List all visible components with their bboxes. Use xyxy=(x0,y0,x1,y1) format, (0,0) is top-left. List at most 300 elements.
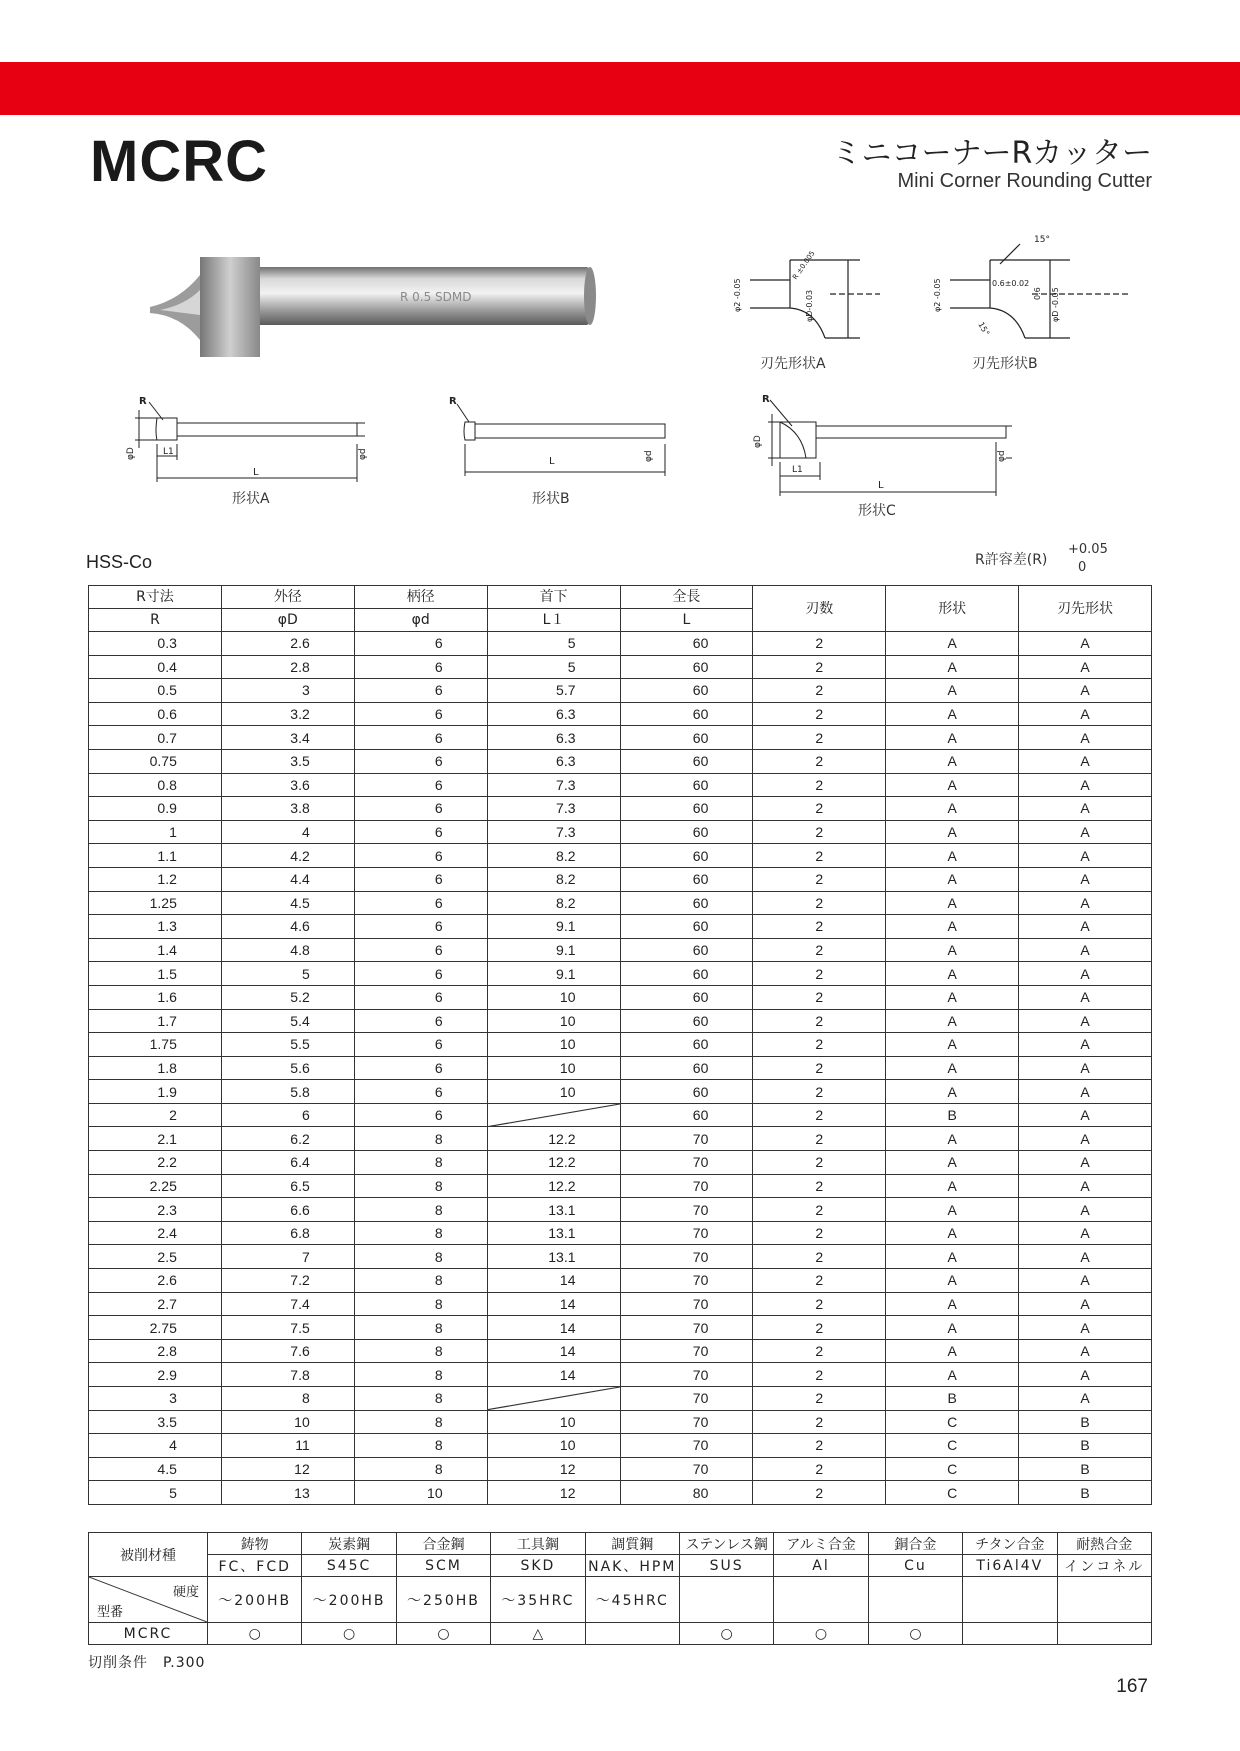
table-cell: A xyxy=(1019,820,1152,844)
table-cell: A xyxy=(1019,1339,1152,1363)
table-cell: 10 xyxy=(487,1009,620,1033)
table-cell: 8 xyxy=(354,1221,487,1245)
table-row xyxy=(89,985,1152,1009)
table-cell: A xyxy=(1019,1056,1152,1080)
table-cell: 8 xyxy=(354,1127,487,1151)
table-cell: 4.4 xyxy=(221,867,354,891)
table-cell: B xyxy=(1019,1434,1152,1458)
table-cell: 2.3 xyxy=(89,1198,222,1222)
suitability-cell: △ xyxy=(491,1623,585,1645)
table-cell: 8.2 xyxy=(487,891,620,915)
tip-shape-a-figure xyxy=(730,250,880,350)
table-cell: 2.8 xyxy=(89,1339,222,1363)
shape-b-caption: 形状B xyxy=(532,491,570,507)
table-cell: 60 xyxy=(620,985,753,1009)
svg-text:0.6: 0.6 xyxy=(1033,287,1042,300)
table-cell: 2 xyxy=(753,1339,886,1363)
table-cell: 5.6 xyxy=(221,1056,354,1080)
table-cell: 60 xyxy=(620,749,753,773)
hardness-cell xyxy=(774,1577,868,1623)
table-cell: 14 xyxy=(487,1363,620,1387)
table-cell: 6 xyxy=(354,844,487,868)
table-cell: 0.4 xyxy=(89,655,222,679)
table-cell: A xyxy=(886,632,1019,656)
table-cell: 1.1 xyxy=(89,844,222,868)
tolerance-upper: +0.05 xyxy=(1068,542,1108,557)
table-cell: 70 xyxy=(620,1410,753,1434)
table-cell: 8 xyxy=(354,1434,487,1458)
table-cell: 9.1 xyxy=(487,915,620,939)
material-cell: 工具鋼 xyxy=(491,1533,585,1555)
header-neck: 首下 xyxy=(487,586,620,609)
table-row xyxy=(89,1387,1152,1411)
table-cell: 1.75 xyxy=(89,1033,222,1057)
table-cell: 2 xyxy=(753,1457,886,1481)
table-cell: 2 xyxy=(753,1127,886,1151)
hardness-cell xyxy=(1057,1577,1151,1623)
spec-table xyxy=(88,585,1152,1505)
table-cell: 3.5 xyxy=(221,749,354,773)
table-cell: A xyxy=(1019,1080,1152,1104)
svg-text:φ2 -0.05: φ2 -0.05 xyxy=(933,278,942,312)
table-row xyxy=(89,1434,1152,1458)
table-cell: 6 xyxy=(354,749,487,773)
table-cell: 13 xyxy=(221,1481,354,1505)
svg-text:L1: L1 xyxy=(163,447,174,457)
table-cell: 4.6 xyxy=(221,915,354,939)
table-cell: A xyxy=(886,1033,1019,1057)
header-tip-shape: 刃先形状 xyxy=(1019,586,1152,632)
table-cell: 2.25 xyxy=(89,1174,222,1198)
table-cell: A xyxy=(1019,1245,1152,1269)
table-cell: 60 xyxy=(620,1103,753,1127)
table-cell: 6 xyxy=(354,867,487,891)
table-cell: 1.9 xyxy=(89,1080,222,1104)
table-cell: 2.4 xyxy=(89,1221,222,1245)
table-cell: 60 xyxy=(620,773,753,797)
table-cell: 6 xyxy=(221,1103,354,1127)
table-cell: 0.7 xyxy=(89,726,222,750)
table-cell: 6 xyxy=(354,962,487,986)
table-row xyxy=(89,1174,1152,1198)
suitability-cell: ○ xyxy=(774,1623,868,1645)
table-cell: A xyxy=(886,1056,1019,1080)
table-cell: 2.9 xyxy=(89,1363,222,1387)
table-cell: 12 xyxy=(487,1457,620,1481)
table-cell: 60 xyxy=(620,867,753,891)
hardness-cell xyxy=(868,1577,962,1623)
table-row xyxy=(89,1080,1152,1104)
table-cell: 8 xyxy=(221,1387,354,1411)
hardness-cell: ～35HRC xyxy=(491,1577,585,1623)
table-cell: 8 xyxy=(354,1269,487,1293)
table-cell: A xyxy=(1019,985,1152,1009)
table-cell: 6 xyxy=(354,985,487,1009)
table-row xyxy=(89,1033,1152,1057)
table-cell: A xyxy=(1019,1198,1152,1222)
table-row xyxy=(89,1151,1152,1175)
table-row xyxy=(89,1410,1152,1434)
table-cell: 6 xyxy=(354,632,487,656)
header-phid-symbol: φd xyxy=(354,609,487,632)
table-cell: A xyxy=(886,1080,1019,1104)
table-cell: 10 xyxy=(487,985,620,1009)
table-cell: 2 xyxy=(89,1103,222,1127)
table-cell: A xyxy=(1019,1316,1152,1340)
table-cell: A xyxy=(886,1221,1019,1245)
table-cell: 70 xyxy=(620,1363,753,1387)
table-row xyxy=(89,632,1152,656)
table-cell: 6.8 xyxy=(221,1221,354,1245)
table-cell: 5.8 xyxy=(221,1080,354,1104)
table-cell: 70 xyxy=(620,1457,753,1481)
grade-cell: Cu xyxy=(868,1555,962,1577)
table-cell: 3.5 xyxy=(89,1410,222,1434)
table-row xyxy=(89,1009,1152,1033)
table-row xyxy=(89,773,1152,797)
table-cell: 7.8 xyxy=(221,1363,354,1387)
table-cell: 2 xyxy=(753,1103,886,1127)
table-cell: 2.75 xyxy=(89,1316,222,1340)
table-cell: C xyxy=(886,1434,1019,1458)
svg-text:R: R xyxy=(762,394,770,405)
table-cell: 3.8 xyxy=(221,797,354,821)
header-L1-symbol: L１ xyxy=(487,609,620,632)
table-cell: A xyxy=(886,726,1019,750)
table-cell: A xyxy=(1019,749,1152,773)
table-cell: 6 xyxy=(354,702,487,726)
table-cell: 3.4 xyxy=(221,726,354,750)
table-cell: A xyxy=(1019,962,1152,986)
table-cell: A xyxy=(886,797,1019,821)
table-cell: 7 xyxy=(221,1245,354,1269)
table-row xyxy=(89,938,1152,962)
table-cell: A xyxy=(886,820,1019,844)
table-cell: 2 xyxy=(753,679,886,703)
table-cell: A xyxy=(1019,773,1152,797)
table-cell: B xyxy=(1019,1410,1152,1434)
table-cell: 6.3 xyxy=(487,749,620,773)
shape-c-figure xyxy=(740,392,1020,500)
table-cell: 9.1 xyxy=(487,962,620,986)
table-cell: 4 xyxy=(89,1434,222,1458)
table-cell: 10 xyxy=(354,1481,487,1505)
table-cell: 60 xyxy=(620,679,753,703)
svg-text:15°: 15° xyxy=(976,320,992,338)
table-cell: 5.4 xyxy=(221,1009,354,1033)
table-cell: 6.6 xyxy=(221,1198,354,1222)
table-cell: 3 xyxy=(89,1387,222,1411)
grade-cell: SCM xyxy=(396,1555,490,1577)
suitability-cell: ○ xyxy=(396,1623,490,1645)
table-cell: 6.4 xyxy=(221,1151,354,1175)
cond-grades-row xyxy=(89,1555,1152,1577)
table-cell: 6 xyxy=(354,655,487,679)
table-cell: 8 xyxy=(354,1363,487,1387)
table-cell: 8 xyxy=(354,1339,487,1363)
table-cell: A xyxy=(1019,915,1152,939)
shape-a-caption: 形状A xyxy=(232,491,270,507)
table-cell: 2 xyxy=(753,985,886,1009)
table-cell: 5 xyxy=(221,962,354,986)
table-cell: 10 xyxy=(487,1056,620,1080)
table-cell: 2 xyxy=(753,1269,886,1293)
table-row xyxy=(89,1269,1152,1293)
table-cell: 10 xyxy=(221,1410,354,1434)
cutting-conditions-reference: 切削条件 P.300 xyxy=(88,1655,206,1671)
table-cell: 60 xyxy=(620,797,753,821)
empty-slash-cell xyxy=(487,1387,620,1411)
suitability-cell: ○ xyxy=(679,1623,773,1645)
table-cell: 6 xyxy=(354,726,487,750)
table-cell: A xyxy=(886,1316,1019,1340)
header-total-length: 全長 xyxy=(620,586,753,609)
table-cell: B xyxy=(886,1103,1019,1127)
tip-shape-b-caption: 刃先形状B xyxy=(972,356,1038,372)
table-cell: 4.5 xyxy=(89,1457,222,1481)
table-cell: 0.5 xyxy=(89,679,222,703)
model-cell: MCRC xyxy=(89,1623,208,1645)
table-cell: B xyxy=(1019,1481,1152,1505)
table-cell: 5 xyxy=(89,1481,222,1505)
svg-text:φd: φd xyxy=(644,450,654,462)
hardness-cell: ～45HRC xyxy=(585,1577,679,1623)
suitability-cell: ○ xyxy=(208,1623,302,1645)
table-cell: 0.9 xyxy=(89,797,222,821)
table-cell: 12.2 xyxy=(487,1174,620,1198)
table-cell: 2 xyxy=(753,1245,886,1269)
table-cell: 60 xyxy=(620,915,753,939)
table-row xyxy=(89,1103,1152,1127)
table-cell: 2 xyxy=(753,1151,886,1175)
table-cell: 3 xyxy=(221,679,354,703)
material-cell: 銅合金 xyxy=(868,1533,962,1555)
table-cell: 12 xyxy=(487,1481,620,1505)
material-label: HSS-Co xyxy=(86,552,153,572)
cond-hardness-row xyxy=(89,1577,1152,1623)
table-cell: B xyxy=(1019,1457,1152,1481)
table-cell: A xyxy=(886,1127,1019,1151)
table-cell: 4.8 xyxy=(221,938,354,962)
table-cell: 2 xyxy=(753,1009,886,1033)
page-number: 167 xyxy=(1116,1676,1148,1697)
table-cell: 2 xyxy=(753,1221,886,1245)
table-cell: 13.1 xyxy=(487,1245,620,1269)
table-cell: A xyxy=(1019,1269,1152,1293)
table-cell: 6.2 xyxy=(221,1127,354,1151)
table-cell: 6 xyxy=(354,938,487,962)
table-cell: 6.5 xyxy=(221,1174,354,1198)
table-cell: A xyxy=(1019,1174,1152,1198)
table-cell: C xyxy=(886,1410,1019,1434)
table-cell: 2 xyxy=(753,702,886,726)
shape-b-figure xyxy=(445,392,675,482)
svg-text:15°: 15° xyxy=(1034,235,1050,245)
table-cell: 2 xyxy=(753,773,886,797)
table-cell: 10 xyxy=(487,1434,620,1458)
table-cell: C xyxy=(886,1481,1019,1505)
table-cell: 7.2 xyxy=(221,1269,354,1293)
cond-materials-row xyxy=(89,1533,1152,1555)
table-cell: 9.1 xyxy=(487,938,620,962)
table-cell: 1.6 xyxy=(89,985,222,1009)
material-cell: 鋳物 xyxy=(208,1533,302,1555)
hardness-cell: ～200HB xyxy=(208,1577,302,1623)
table-cell: A xyxy=(1019,1292,1152,1316)
table-cell: 6 xyxy=(354,773,487,797)
table-cell: 6 xyxy=(354,1056,487,1080)
suitability-cell: ○ xyxy=(302,1623,396,1645)
table-cell: 13.1 xyxy=(487,1221,620,1245)
svg-text:0.6±0.02: 0.6±0.02 xyxy=(992,279,1030,288)
material-cell: 合金鋼 xyxy=(396,1533,490,1555)
table-row xyxy=(89,1339,1152,1363)
table-cell: 6 xyxy=(354,797,487,821)
table-cell: 6 xyxy=(354,891,487,915)
table-cell: A xyxy=(1019,1387,1152,1411)
empty-slash-cell xyxy=(487,1103,620,1127)
product-code: MCRC xyxy=(90,129,268,194)
table-cell: 7.4 xyxy=(221,1292,354,1316)
table-cell: 10 xyxy=(487,1080,620,1104)
table-cell: 4.2 xyxy=(221,844,354,868)
table-cell: 1 xyxy=(89,820,222,844)
table-cell: 2 xyxy=(753,726,886,750)
header-L-symbol: L xyxy=(620,609,753,632)
table-row xyxy=(89,726,1152,750)
table-cell: 2 xyxy=(753,1033,886,1057)
svg-text:L: L xyxy=(549,456,555,467)
hardness-cell xyxy=(963,1577,1057,1623)
header-flutes: 刃数 xyxy=(753,586,886,632)
table-cell: A xyxy=(886,1151,1019,1175)
table-cell: 60 xyxy=(620,820,753,844)
table-cell: A xyxy=(1019,1221,1152,1245)
table-cell: A xyxy=(1019,1363,1152,1387)
table-cell: 2 xyxy=(753,1056,886,1080)
table-cell: A xyxy=(886,1198,1019,1222)
table-cell: 5.5 xyxy=(221,1033,354,1057)
table-cell: 2.6 xyxy=(221,632,354,656)
table-cell: 13.1 xyxy=(487,1198,620,1222)
table-cell: 6 xyxy=(354,1009,487,1033)
table-cell: 12.2 xyxy=(487,1127,620,1151)
table-cell: 4.5 xyxy=(221,891,354,915)
table-cell: A xyxy=(886,1009,1019,1033)
grade-cell: SUS xyxy=(679,1555,773,1577)
table-cell: A xyxy=(1019,702,1152,726)
table-cell: 70 xyxy=(620,1221,753,1245)
table-row xyxy=(89,749,1152,773)
table-cell: A xyxy=(886,702,1019,726)
tip-shape-a-caption: 刃先形状A xyxy=(760,356,826,372)
table-cell: 2 xyxy=(753,655,886,679)
svg-text:φD-0.03: φD-0.03 xyxy=(805,289,814,322)
table-cell: 14 xyxy=(487,1269,620,1293)
table-cell: 3.2 xyxy=(221,702,354,726)
svg-text:R ±0.005: R ±0.005 xyxy=(791,250,817,282)
material-cell: 調質鋼 xyxy=(585,1533,679,1555)
workpiece-label: 被削材種 xyxy=(120,1547,176,1564)
table-cell: 60 xyxy=(620,844,753,868)
table-row xyxy=(89,1292,1152,1316)
table-cell: 70 xyxy=(620,1269,753,1293)
cutting-conditions-table xyxy=(88,1532,1152,1645)
table-cell: A xyxy=(886,938,1019,962)
table-cell: 7.5 xyxy=(221,1316,354,1340)
table-cell: A xyxy=(886,1339,1019,1363)
table-cell: C xyxy=(886,1457,1019,1481)
table-cell: 2.5 xyxy=(89,1245,222,1269)
suitability-cell xyxy=(585,1623,679,1645)
table-cell: 12 xyxy=(221,1457,354,1481)
table-cell: 4 xyxy=(221,820,354,844)
svg-text:φD: φD xyxy=(753,435,763,448)
table-cell: 1.3 xyxy=(89,915,222,939)
table-cell: 6 xyxy=(354,915,487,939)
table-cell: 1.25 xyxy=(89,891,222,915)
table-cell: 2 xyxy=(753,962,886,986)
table-cell: 60 xyxy=(620,632,753,656)
tolerance-values xyxy=(1068,541,1108,577)
table-cell: 70 xyxy=(620,1292,753,1316)
table-cell: 60 xyxy=(620,1056,753,1080)
table-cell: 0.75 xyxy=(89,749,222,773)
table-cell: 70 xyxy=(620,1174,753,1198)
table-cell: 5 xyxy=(487,632,620,656)
table-row xyxy=(89,1363,1152,1387)
table-cell: 1.2 xyxy=(89,867,222,891)
table-cell: 8 xyxy=(354,1198,487,1222)
svg-text:R: R xyxy=(139,396,147,407)
table-cell: 8 xyxy=(354,1316,487,1340)
table-cell: 8 xyxy=(354,1387,487,1411)
table-cell: 1.7 xyxy=(89,1009,222,1033)
table-cell: 2 xyxy=(753,938,886,962)
table-cell: 6.3 xyxy=(487,702,620,726)
table-cell: 14 xyxy=(487,1339,620,1363)
table-cell: 8.2 xyxy=(487,844,620,868)
table-cell: 70 xyxy=(620,1387,753,1411)
table-row xyxy=(89,1198,1152,1222)
table-cell: 0.6 xyxy=(89,702,222,726)
table-row xyxy=(89,891,1152,915)
type-label: 型番 xyxy=(97,1605,124,1620)
suitability-cell xyxy=(1057,1623,1151,1645)
grade-cell: NAK、HPM xyxy=(585,1555,679,1577)
table-cell: A xyxy=(1019,1033,1152,1057)
table-cell: A xyxy=(886,1363,1019,1387)
table-cell: 6 xyxy=(354,1033,487,1057)
table-cell: 14 xyxy=(487,1316,620,1340)
shape-c-caption: 形状C xyxy=(858,503,896,519)
hardness-type-corner-cell xyxy=(89,1577,208,1623)
grade-cell: SKD xyxy=(491,1555,585,1577)
table-cell: A xyxy=(886,844,1019,868)
table-cell: 2.7 xyxy=(89,1292,222,1316)
table-cell: 2 xyxy=(753,749,886,773)
table-cell: 70 xyxy=(620,1245,753,1269)
table-cell: 2 xyxy=(753,797,886,821)
table-cell: 8 xyxy=(354,1151,487,1175)
svg-text:φd: φd xyxy=(997,450,1007,462)
table-cell: A xyxy=(886,1292,1019,1316)
table-cell: 8 xyxy=(354,1410,487,1434)
table-cell: 0.3 xyxy=(89,632,222,656)
svg-text:L1: L1 xyxy=(792,465,803,475)
suitability-cell: ○ xyxy=(868,1623,962,1645)
table-cell: 60 xyxy=(620,891,753,915)
